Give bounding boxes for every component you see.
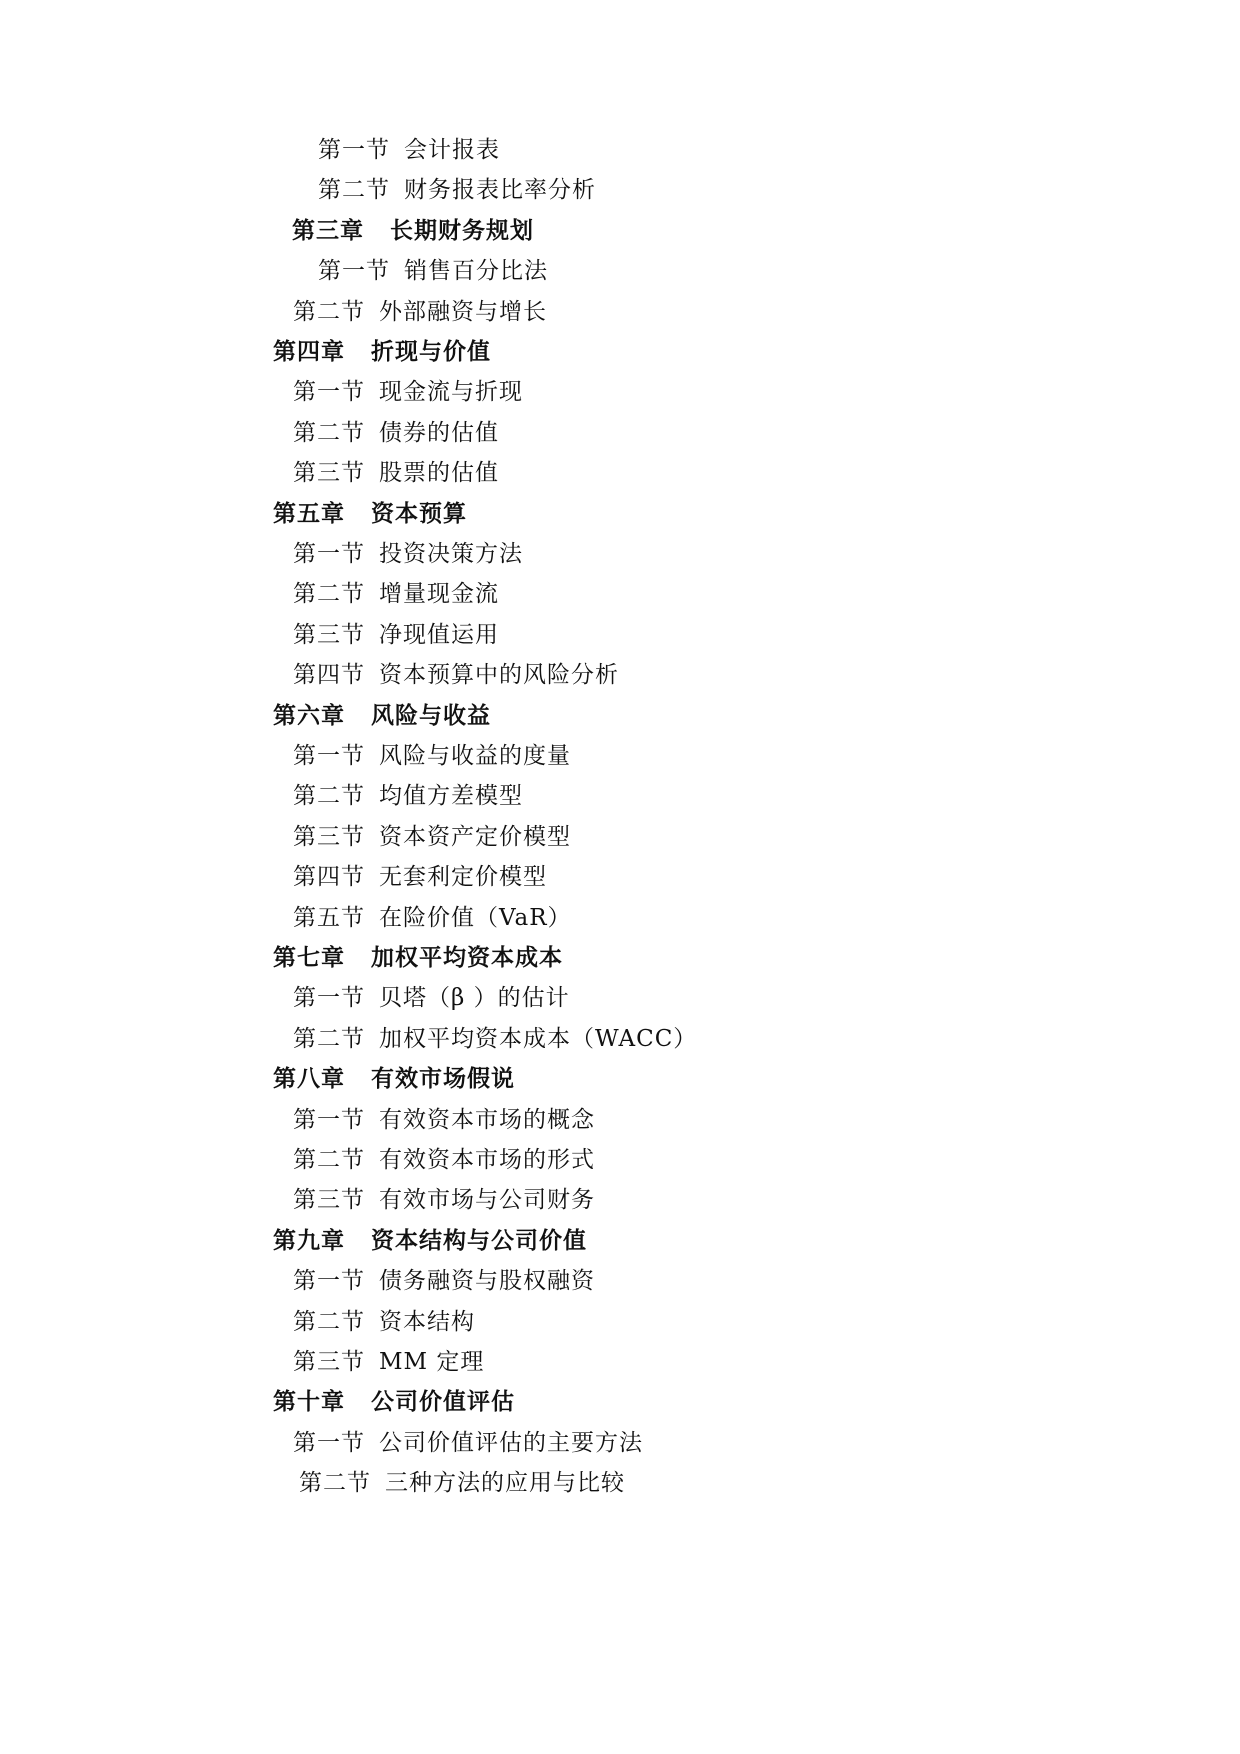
section-title: 公司价值评估的主要方法 <box>379 1430 643 1456</box>
section-title: 外部融资与增长 <box>379 299 547 325</box>
section-entry <box>318 135 500 165</box>
section-title: 三种方法的应用与比较 <box>385 1470 625 1496</box>
section-number: 第四节 <box>293 864 365 890</box>
chapter-heading <box>273 1387 515 1417</box>
section-title: 资本资产定价模型 <box>379 824 571 850</box>
section-title: 财务报表比率分析 <box>404 177 596 203</box>
section-number: 第二节 <box>293 299 365 325</box>
chapter-number: 第十章 <box>273 1389 345 1415</box>
section-number: 第三节 <box>293 622 365 648</box>
chapter-number: 第八章 <box>273 1066 345 1092</box>
section-title: 均值方差模型 <box>379 783 523 809</box>
section-number: 第二节 <box>293 420 365 446</box>
section-title: 有效资本市场的形式 <box>379 1147 595 1173</box>
chapter-heading <box>273 1064 515 1094</box>
section-entry <box>299 1468 625 1498</box>
section-entry <box>318 256 548 286</box>
section-entry <box>293 620 499 650</box>
chapter-number: 第四章 <box>273 339 345 365</box>
chapter-heading <box>273 499 467 529</box>
section-title: 投资决策方法 <box>379 541 523 567</box>
chapter-title: 风险与收益 <box>371 703 491 729</box>
section-title: 有效资本市场的概念 <box>379 1107 595 1133</box>
section-number: 第二节 <box>299 1470 371 1496</box>
chapter-heading <box>273 337 491 367</box>
section-number: 第一节 <box>318 137 390 163</box>
section-number: 第一节 <box>293 985 365 1011</box>
section-entry <box>293 1266 595 1296</box>
section-entry <box>293 660 619 690</box>
section-number: 第一节 <box>293 1268 365 1294</box>
section-entry <box>293 297 547 327</box>
section-title: 有效市场与公司财务 <box>379 1187 595 1213</box>
section-entry <box>293 377 523 407</box>
section-title: 资本预算中的风险分析 <box>379 662 619 688</box>
chapter-number: 第三章 <box>292 218 364 244</box>
chapter-number: 第六章 <box>273 703 345 729</box>
section-entry <box>293 822 571 852</box>
section-title: 在险价值（VaR） <box>379 905 572 931</box>
section-entry <box>293 903 572 933</box>
chapter-title: 长期财务规划 <box>390 218 534 244</box>
section-number: 第四节 <box>293 662 365 688</box>
section-number: 第一节 <box>293 1430 365 1456</box>
section-title: 加权平均资本成本（WACC） <box>379 1026 698 1052</box>
section-number: 第五节 <box>293 905 365 931</box>
section-number: 第二节 <box>293 1147 365 1173</box>
section-title: 净现值运用 <box>379 622 499 648</box>
section-entry <box>293 539 523 569</box>
section-title: MM 定理 <box>379 1349 485 1375</box>
chapter-number: 第九章 <box>273 1228 345 1254</box>
chapter-number: 第五章 <box>273 501 345 527</box>
section-title: 债务融资与股权融资 <box>379 1268 595 1294</box>
section-entry <box>293 1307 475 1337</box>
section-entry <box>293 1105 595 1135</box>
section-number: 第二节 <box>293 783 365 809</box>
section-entry <box>293 1347 484 1377</box>
section-entry <box>293 1185 595 1215</box>
section-number: 第二节 <box>293 581 365 607</box>
section-entry <box>293 1145 595 1175</box>
chapter-title: 折现与价值 <box>371 339 491 365</box>
section-title: 贝塔（β ）的估计 <box>379 985 570 1011</box>
chapter-title: 资本结构与公司价值 <box>371 1228 587 1254</box>
section-number: 第一节 <box>318 258 390 284</box>
chapter-heading <box>273 701 491 731</box>
section-number: 第二节 <box>318 177 390 203</box>
section-title: 会计报表 <box>404 137 500 163</box>
section-number: 第三节 <box>293 824 365 850</box>
section-number: 第一节 <box>293 1107 365 1133</box>
section-title: 增量现金流 <box>379 581 499 607</box>
section-title: 销售百分比法 <box>404 258 548 284</box>
section-number: 第三节 <box>293 1349 365 1375</box>
section-number: 第二节 <box>293 1309 365 1335</box>
section-entry <box>293 1024 697 1054</box>
chapter-heading <box>273 1226 587 1256</box>
chapter-heading <box>273 943 563 973</box>
section-title: 现金流与折现 <box>379 379 523 405</box>
section-number: 第一节 <box>293 743 365 769</box>
section-entry <box>293 579 499 609</box>
section-title: 风险与收益的度量 <box>379 743 571 769</box>
section-entry <box>293 741 571 771</box>
section-number: 第一节 <box>293 379 365 405</box>
section-entry <box>293 1428 643 1458</box>
chapter-heading <box>292 216 534 246</box>
section-title: 股票的估值 <box>379 460 499 486</box>
chapter-title: 公司价值评估 <box>371 1389 515 1415</box>
chapter-number: 第七章 <box>273 945 345 971</box>
section-number: 第一节 <box>293 541 365 567</box>
chapter-title: 有效市场假说 <box>371 1066 515 1092</box>
section-entry <box>318 175 596 205</box>
section-entry <box>293 458 499 488</box>
section-entry <box>293 983 570 1013</box>
section-title: 债券的估值 <box>379 420 499 446</box>
section-entry <box>293 862 547 892</box>
section-title: 资本结构 <box>379 1309 475 1335</box>
section-number: 第二节 <box>293 1026 365 1052</box>
chapter-title: 加权平均资本成本 <box>371 945 563 971</box>
chapter-title: 资本预算 <box>371 501 467 527</box>
section-number: 第三节 <box>293 460 365 486</box>
section-entry <box>293 418 499 448</box>
section-entry <box>293 781 523 811</box>
section-title: 无套利定价模型 <box>379 864 547 890</box>
section-number: 第三节 <box>293 1187 365 1213</box>
